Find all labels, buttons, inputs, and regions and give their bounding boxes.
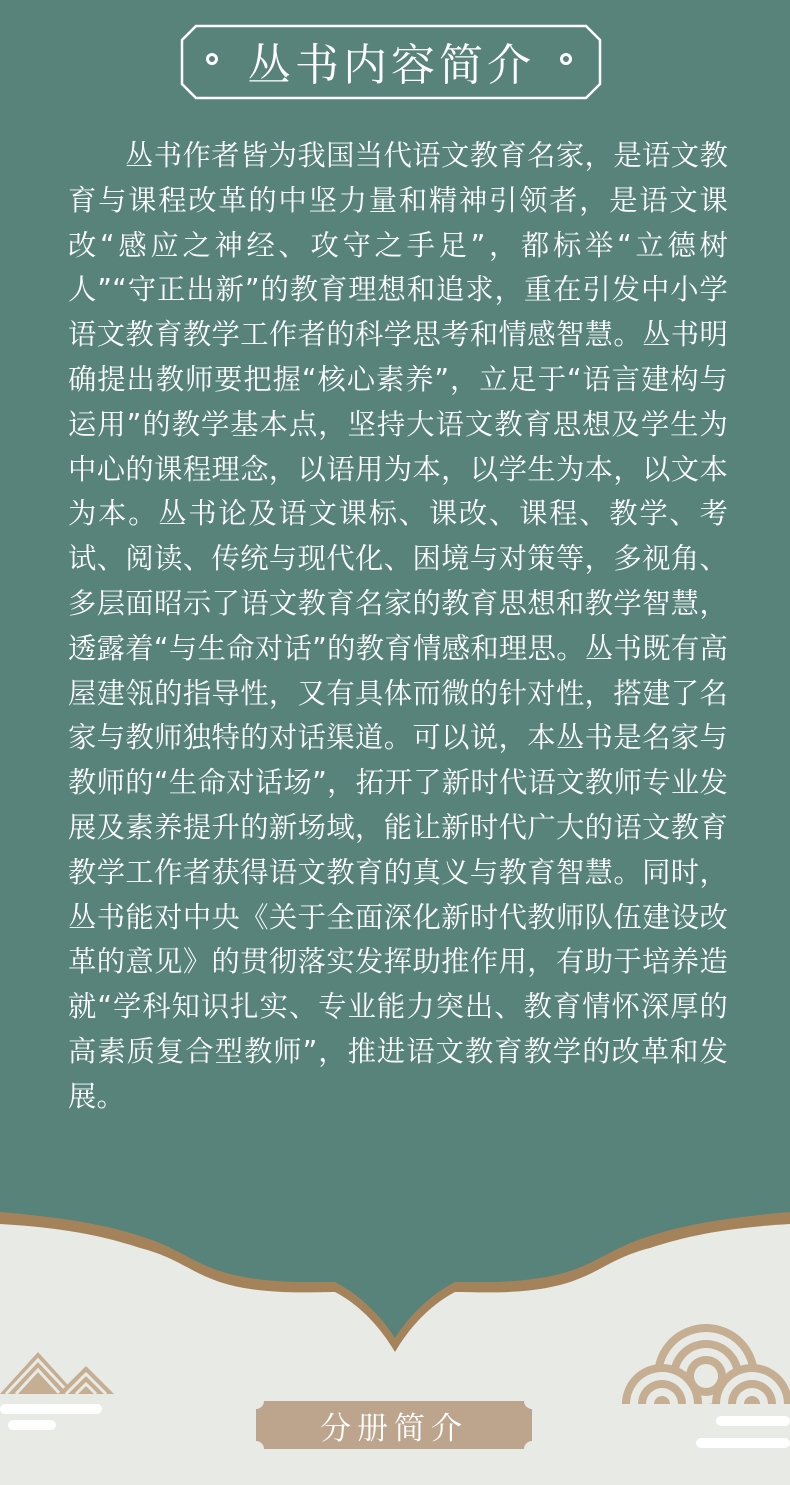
intro-paragraph: 丛书作者皆为我国当代语文教育名家，是语文教育与课程改革的中坚力量和精神引领者，是语文课改“感应之神经、攻守之手足”，都标举“立德树人”“守正出新”的教育理想和追求，重在引发中小学语文教育教学工作者的科学思考和情感智慧。丛书明确提出教师要把握“核心素养”，立足于“语言建构与运用”的教学基本点，坚持大语文教育思想及学生为中心的课程理念，以语用为本，以学生为本，以文本为本。丛书论及语文课标、课改、课程、教学、考试、阅读、传统与现代化、困境与对策等，多视角、多层面昭示了语文教育名家的教育思想和教学智慧，透露着“与生命对话”的教育情感和理思。丛书既有高屋建瓴的指导性，又有具体而微的针对性，搭建了名家与教师独特的对话渠道。可以说，本丛书是名家与教师的“生命对话场”，拓开了新时代语文教师专业发展及素养提升的新场域，能让新时代广大的语文教育教学工作者获得语文教育的真义与教育智慧。同时，丛书能对中央《关于全面深化新时代教师队伍建设改革的意见》的贯彻落实发挥助推作用，有助于培养造就“学科知识扎实、专业能力突出、教育情怀深厚的高素质复合型教师”，推进语文教育教学的改革和发展。 <box>68 139 728 1113</box>
section-label-button[interactable]: 分册简介 <box>320 1410 468 1447</box>
wave-icon <box>600 1324 790 1464</box>
page-title: 丛书内容简介 <box>247 40 535 91</box>
mountain-icon <box>0 1352 114 1430</box>
